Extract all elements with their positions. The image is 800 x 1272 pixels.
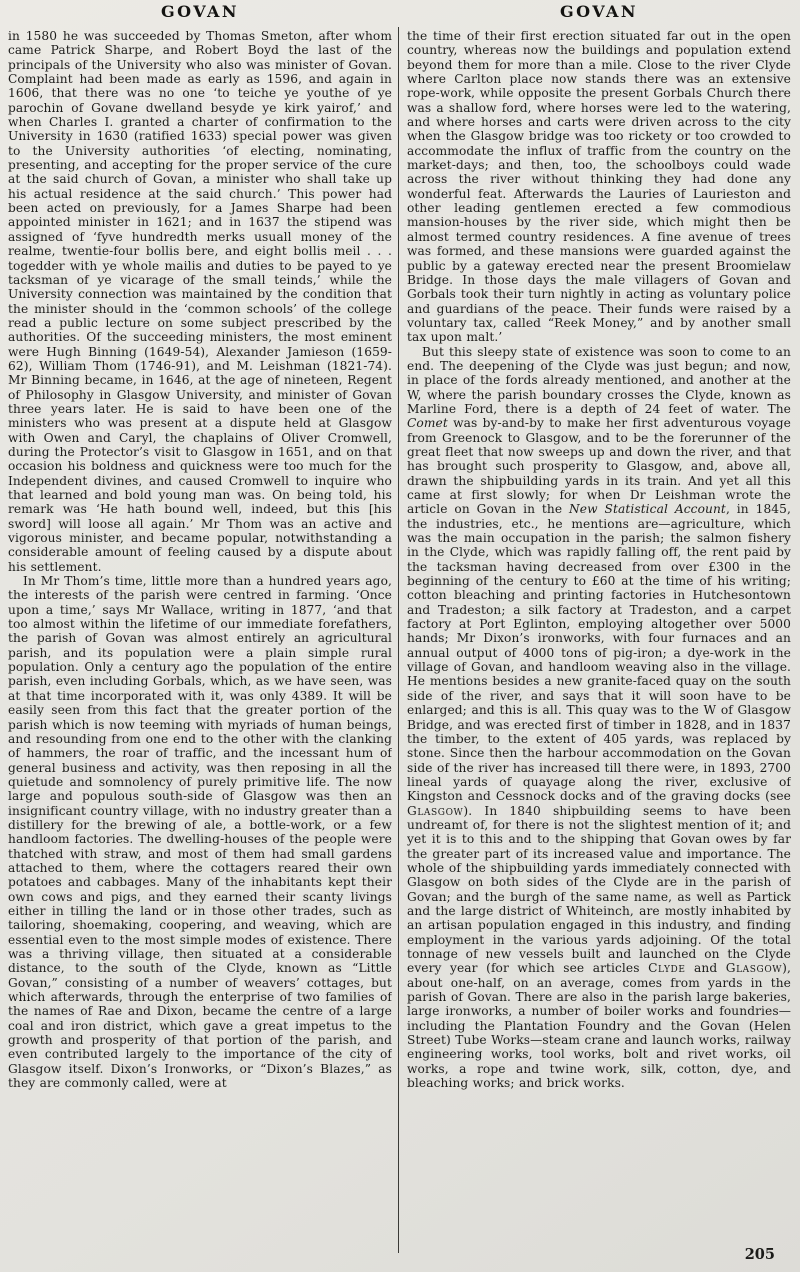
paragraph — [407, 345, 791, 1091]
smallcaps-cross-reference: Clyde — [648, 961, 686, 976]
text-run: ), about one-half, on an average, comes from yards in the parish of Govan. There are also in the parish large bakeries, large ironworks, a number of boiler works and foundries—including the Plantation Foundry and the Govan (Helen Street) Tube Works—steam crane and launch works, railway engineering works, tool works, bolt and rivet works, oil works, a rope and twine work, silk, cotton, dye, and bleaching works; and brick works. — [407, 961, 791, 1091]
column-divider-rule — [398, 27, 399, 1253]
text-run: But this sleepy state of existence was soon to come to an end. The deepening of the Clyde was just begun; and now, in place of the fords already mentioned, and another at the W, where the parish boundary crosses the Clyde, known as Marline Ford, there is a depth of 24 feet of water. The — [407, 344, 791, 416]
right-running-head: GOVAN — [559, 2, 639, 21]
left-column-text — [8, 29, 392, 1245]
text-run: was by-and-by to make her first adventurous voyage from Greenock to Glasgow, and to be the forerunner of the great fleet that now sweeps up and down the river, and that has brought such prosperity to Glasgow, and, above all, drawn the shipbuilding yards in its train. And yet all this came at first slowly; for when Dr Leishman wrote the article on Govan in the — [407, 416, 791, 517]
text-run: , in 1845, the industries, etc., he mentions are—agriculture, which was the main occupation in the parish; the salmon fishery in the Clyde, which was rapidly falling off, the rent paid by the tacksman having decreased from over £300 in the beginning of the century to £60 at the time of his writing; cotton bleaching and printing factories in Hutchesontown and Tradeston; a silk factory at Tradeston, and a carpet factory at Port Eglinton, employing altogether over 5000 hands; Mr Dixon’s ironworks, with four furnaces and an annual output of 4000 tons of pig-iron; a dye-work in the village of Govan, and handloom weaving also in the village. He mentions besides a new granite-faced quay on the south side of the river, and says that it will soon have to be enlarged; and this is all. This quay was to the W of Glasgow Bridge, and was erected first of timber in 1828, and in 1837 the timber, to the extent of 405 yards, was replaced by stone. Since then the harbour accommodation on the Govan side of the river has increased till there were, in 1893, 2700 lineal yards of quayage along the river, exclusive of Kingston and Cessnock docks and of the graving docks (see — [407, 502, 791, 804]
text-run: ). In 1840 shipbuilding seems to have been undreamt of, for there is not the slightest mention of it; and yet it is to this and to the shipping that Govan owes by far the greater part of its increased value and importance. The whole of the shipbuilding yards immediately connected with Glasgow on both sides of the Clyde are in the parish of Govan; and the burgh of the same name, as well as Partick and the large district of Whiteinch, are mostly inhabited by an artisan population engaged in this industry, and finding employment in the various yards adjoining. Of the total tonnage of new vessels built and launched on the Clyde every year (for which see articles — [407, 803, 791, 976]
left-running-head: GOVAN — [160, 2, 240, 21]
paragraph — [8, 29, 392, 574]
text-run: the time of their first erection situated far out in the open country, whereas now the buildings and population extend beyond them for more than a mile. Close to the river Clyde where Carlton place now stands there was an extensive rope-work, while opposite the present Gorbals Church there was a shallow ford, where horses were led to the watering, and where horses and carts were driven across to the city when the Glasgow bridge was too rickety or too crowded to accommodate the influx of traffic from the country on the market-days; and then, too, the schoolboys could wade across the river without thinking they had done any wonderful feat. Afterwards the Lauries of Laurieston and other leading gentlemen erected a few commodious mansion-houses by the river side, which might then be almost termed country residences. A fine avenue of trees was formed, and these mansions were guarded against the public by a gateway erected near the present Broomielaw Bridge. In those days the male villagers of Govan and Gorbals took their turn nightly in acting as voluntary police and guardians of the peace. Their funds were raised by a voluntary tax, called “Reek Money,” and by another small tax upon malt.’ — [407, 29, 791, 345]
smallcaps-cross-reference: Glasgow — [725, 961, 783, 976]
text-run: In Mr Thom’s time, little more than a hundred years ago, the interests of the parish were centred in farming. ‘Once upon a time,’ says Mr Wallace, writing in 1877, ‘and that too almost within the lifetime of our immediate forefathers, the parish of Govan was almost entirely an agricultural parish, and its population were a plain simple rural population. Only a century ago the population of the entire parish, even including Gorbals, which, as we have seen, was at that time incorporated with it, was only 4389. It will be easily seen from this fact that the greater portion of the parish which is now teeming with myriads of human beings, and resounding from one end to the other with the clanking of hammers, the roar of traffic, and the incessant hum of general business and activity, was then reposing in all the quietude and somnolency of purely primitive life. The now large and populous south-side of Glasgow was then an insignificant country village, with no industry greater than a distillery for the brewing of ale, a bottle-work, or a few handloom factories. The dwelling-houses of the people were thatched with straw, and most of them had small gardens attached to them, where the cottagers reared their own potatoes and cabbages. Many of the inhabitants kept their own cows and pigs, and they earned their scanty livings either in tilling the land or in those other trades, such as tailoring, shoemaking, coopering, and weaving, which are essential even to the most simple modes of existence. There was a thriving village, then situated at a considerable distance, to the south of the Clyde, known as “Little Govan,” consisting of a number of weavers’ cottages, but which afterwards, through the enterprise of two families of the names of Rae and Dixon, became the centre of a large coal and iron district, which gave a great impetus to the growth and prosperity of that portion of the parish, and even contributed largely to the importance of the city of Glasgow itself. Dixon’s Ironworks, or “Dixon’s Blazes,” as they are commonly called, were at — [8, 574, 392, 1091]
page-number: 205 — [744, 1246, 775, 1263]
paragraph — [8, 574, 392, 1090]
italic-text-run: New Statistical Account — [569, 502, 726, 517]
right-column — [407, 3, 791, 1245]
paragraph — [407, 29, 791, 345]
text-run: and — [685, 961, 726, 976]
left-column — [8, 3, 392, 1245]
smallcaps-cross-reference: Glasgow — [407, 803, 464, 818]
right-column-text — [407, 29, 791, 1245]
text-run: in 1580 he was succeeded by Thomas Smeton, after whom came Patrick Sharpe, and Robert Boyd the last of the principals of the University who also was minister of Govan. Complaint had been made as early as 1596, and again in 1606, that there was no one ‘to teiche ye youthe of ye parochin of Govane dwelland besyde ye kirk yairof,’ and when Charles I. granted a charter of confirmation to the University in 1630 (ratified 1633) special power was given to the University authorities ‘of electing, nominating, presenting, and accepting for the proper service of the cure at the said church of Govan, a minister who shall take up his actual residence at the said church.’ This power had been acted on previously, for a James Sharpe had been appointed minister in 1621; and in 1637 the stipend was assigned of ‘fyve hundredth merks usuall money of the realme, twentie-four bollis bere, and eight bollis meil . . . togedder with ye whole mailis and duties to be payed to ye tacksman of ye vicarage of the small teinds,’ while the University connection was maintained by the condition that the minister should in the ‘common schools’ of the college read a public lecture on some subject prescribed by the authorities. Of the succeeding ministers, the most eminent were Hugh Binning (1649-54), Alexander Jamieson (1659-62), William Thom (1746-91), and M. Leishman (1821-74). Mr Binning became, in 1646, at the age of nineteen, Regent of Philosophy in Glasgow University, and minister of Govan three years later. He is said to have been one of the ministers who was present at a dispute held at Glasgow with Owen and Caryl, the chaplains of Oliver Cromwell, during the Protector’s visit to Glasgow in 1651, and on that occasion his boldness and quickness were too much for the Independent divines, and caused Cromwell to inquire who that learned and bold young man was. On being told, his remark was ‘He hath bound well, indeed, but this [his sword] will loose all again.’ Mr Thom was an active and vigorous minister, and became popular, notwithstanding a considerable amount of feeling caused by a dispute about his settlement. — [8, 29, 392, 574]
italic-text-run: Comet — [407, 416, 448, 431]
